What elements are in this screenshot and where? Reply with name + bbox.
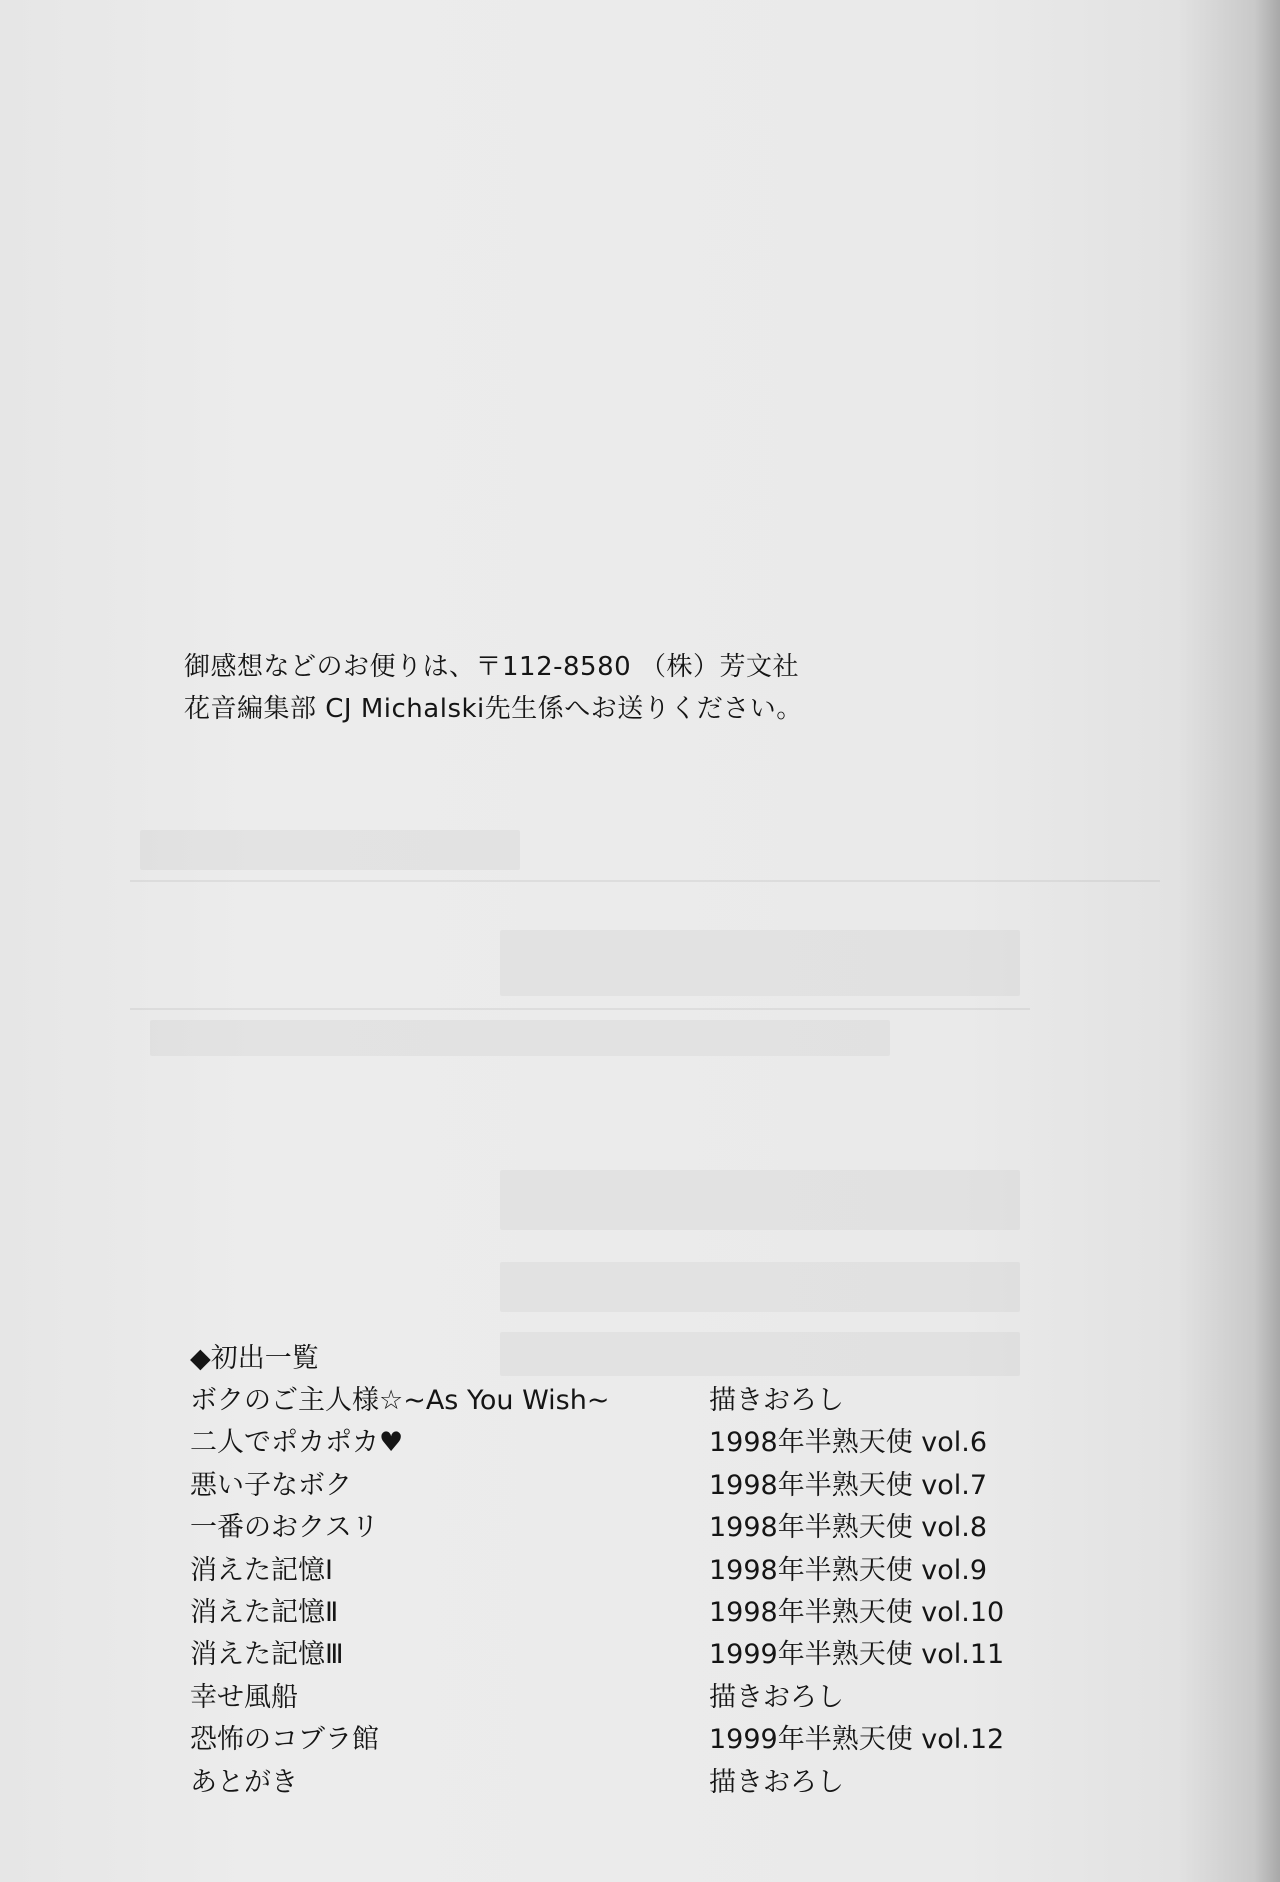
reader-mail-line-2: 花音編集部 CJ Michalski先生係へお送りください。 [184,694,803,724]
list-item [190,1465,1070,1507]
story-source: 1998年半熟天使 vol.10 [709,1596,1005,1628]
first-appearance-heading: ◆初出一覧 [190,1343,319,1374]
list-item [190,1550,1070,1592]
story-title: 消えた記憶Ⅱ [190,1596,339,1628]
story-source: 1999年半熟天使 vol.12 [709,1724,1005,1756]
story-source: 描きおろし [709,1385,844,1416]
list-item [190,1592,1070,1634]
story-source: 1998年半熟天使 vol.6 [709,1427,988,1459]
ghost-block [140,830,520,870]
first-appearance-items [190,1380,1070,1804]
reader-mail-notice [184,646,803,730]
list-item [190,1380,1070,1422]
story-source: 描きおろし [709,1766,844,1798]
story-title: 恐怖のコブラ館 [190,1724,379,1756]
list-item [190,1507,1070,1549]
list-item [190,1634,1070,1676]
story-title: ボクのご主人様☆~As You Wish~ [190,1385,610,1416]
story-title: あとがき [190,1766,298,1798]
story-source: 1999年半熟天使 vol.11 [709,1639,1005,1671]
story-title: 消えた記憶Ⅰ [190,1554,333,1586]
story-title: 消えた記憶Ⅲ [190,1639,344,1671]
story-title: 一番のおクスリ [190,1512,379,1544]
list-item [190,1762,1070,1804]
story-source: 1998年半熟天使 vol.8 [709,1512,988,1544]
ghost-rule [130,1008,1030,1010]
story-title: 悪い子なボク [190,1469,352,1501]
list-item [190,1677,1070,1719]
list-item [190,1422,1070,1464]
story-title: 幸せ風船 [190,1681,298,1713]
story-source: 1998年半熟天使 vol.7 [709,1469,988,1501]
ghost-block [500,1262,1020,1312]
first-appearance-list [190,1338,1070,1804]
story-source: 描きおろし [709,1681,844,1713]
ghost-block [150,1020,890,1056]
story-title: 二人でポカポカ♥ [190,1427,404,1459]
ghost-block [500,1170,1020,1230]
ghost-rule [130,880,1160,882]
story-source: 1998年半熟天使 vol.9 [709,1554,988,1586]
list-item [190,1719,1070,1761]
ghost-block [500,930,1020,996]
reader-mail-line-1: 御感想などのお便りは、〒112-8580 （株）芳文社 [184,652,799,682]
